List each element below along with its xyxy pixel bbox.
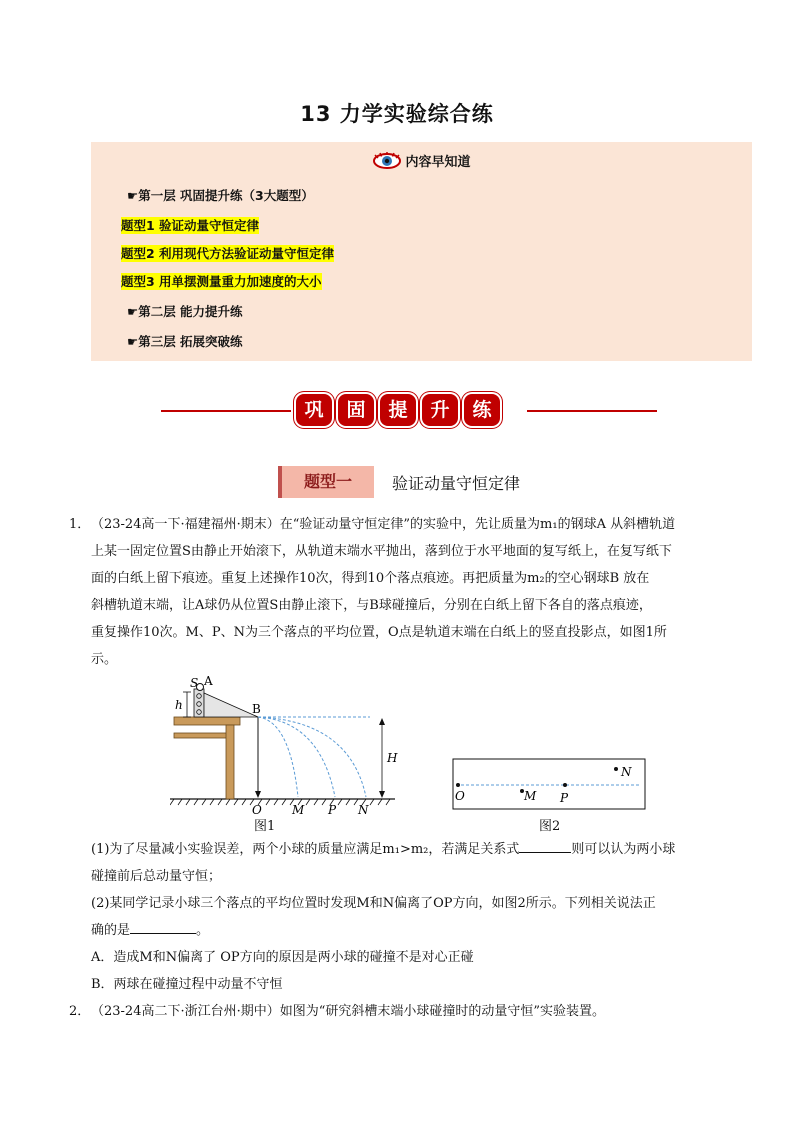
eye-icon bbox=[372, 152, 402, 174]
fig1-label-B: B bbox=[252, 702, 261, 716]
fig1-label-M: M bbox=[292, 803, 305, 817]
toc-type1[interactable]: 题型1 验证动量守恒定律 bbox=[121, 218, 260, 233]
fig1-label-A: A bbox=[204, 674, 213, 688]
toc-layer1[interactable]: ☛第一层 巩固提升练（3大题型） bbox=[127, 188, 314, 203]
figure-2-diagram bbox=[452, 758, 646, 810]
section-tag: 题型一 bbox=[278, 466, 374, 498]
toc-type3[interactable]: 题型3 用单摆测量重力加速度的大小 bbox=[121, 274, 322, 289]
q1-line: 重复操作10次。M、P、N为三个落点的平均位置，O点是轨道末端在白纸上的竖直投影点，如图1所 bbox=[91, 625, 667, 640]
question-1-text bbox=[91, 511, 716, 673]
answer-blank[interactable] bbox=[519, 839, 571, 853]
fig2-label-M: M bbox=[524, 789, 537, 803]
banner-chars bbox=[296, 394, 500, 426]
toc-heading-text: 内容早知道 bbox=[405, 155, 471, 170]
toc-layer3[interactable]: ☛第三层 拓展突破练 bbox=[127, 334, 243, 349]
fig1-label-P: P bbox=[328, 803, 337, 817]
question-number: 1． bbox=[69, 517, 91, 532]
question-number: 2． bbox=[69, 1004, 91, 1019]
question-1-subparts bbox=[91, 836, 716, 998]
q1-line: 面的白纸上留下痕迹。重复上述操作10次，得到10个落点痕迹。再把质量为m₂的空心钢球B 放在 bbox=[91, 571, 650, 586]
figure-1-diagram bbox=[170, 673, 402, 818]
toc-layer2[interactable]: ☛第二层 能力提升练 bbox=[127, 304, 243, 319]
toc-heading bbox=[91, 151, 752, 174]
q1-line: 示。 bbox=[91, 652, 118, 667]
fig1-label-S: S bbox=[190, 676, 199, 690]
banner-char: 提 bbox=[380, 394, 416, 426]
option-a[interactable]: A．造成M和N偏离了 OP方向的原因是两小球的碰撞不是对心正碰 bbox=[91, 950, 474, 965]
figure-1-caption: 图1 bbox=[254, 819, 276, 834]
fig2-label-N: N bbox=[621, 765, 632, 779]
banner-char: 巩 bbox=[296, 394, 332, 426]
toc-box bbox=[91, 142, 752, 361]
q1-line: 上某一固定位置S由静止开始滚下，从轨道末端水平抛出，落到位于水平地面的复写纸上，在复写纸下 bbox=[91, 544, 672, 559]
section-banner bbox=[161, 394, 657, 428]
fig2-label-P: P bbox=[560, 791, 569, 805]
section-name: 验证动量守恒定律 bbox=[392, 473, 521, 493]
fig2-label-O: O bbox=[455, 789, 465, 803]
fig1-label-H: H bbox=[387, 751, 398, 765]
sub2-line2: 确的是 。 bbox=[91, 917, 716, 944]
fig1-label-O: O bbox=[252, 803, 262, 817]
section-heading bbox=[278, 466, 520, 498]
answer-blank[interactable] bbox=[130, 920, 196, 934]
banner-rule-left bbox=[161, 410, 291, 412]
q1-line: （23-24高一下·福建福州·期末）在“验证动量守恒定律”的实验中，先让质量为m₁的钢球A 从斜槽轨道 bbox=[91, 517, 676, 532]
sub1-line: (1)为了尽量减小实验误差，两个小球的质量应满足m₁>m₂，若满足关系式 则可以认为两小球 bbox=[91, 836, 716, 863]
document-title: 13 力学实验综合练 bbox=[300, 102, 494, 126]
question-2-text: （23-24高二下·浙江台州·期中）如图为“研究斜槽末端小球碰撞时的动量守恒”实验装置。 bbox=[91, 1004, 606, 1019]
banner-rule-right bbox=[527, 410, 657, 412]
banner-char: 升 bbox=[422, 394, 458, 426]
banner-char: 练 bbox=[464, 394, 500, 426]
sub2-line: (2)某同学记录小球三个落点的平均位置时发现M和N偏离了OP方向，如图2所示。下列相关说法正 bbox=[91, 896, 656, 911]
fig1-label-h: h bbox=[175, 698, 183, 712]
q1-line: 斜槽轨道末端，让A球仍从位置S由静止滚下，与B球碰撞后，分别在白纸上留下各自的落点痕迹， bbox=[91, 598, 652, 613]
banner-char: 固 bbox=[338, 394, 374, 426]
figure-2-caption: 图2 bbox=[539, 819, 561, 834]
toc-type2[interactable]: 题型2 利用现代方法验证动量守恒定律 bbox=[121, 246, 335, 261]
sub1-line2: 碰撞前后总动量守恒； bbox=[91, 869, 222, 884]
option-b[interactable]: B．两球在碰撞过程中动量不守恒 bbox=[91, 977, 283, 992]
fig1-label-N: N bbox=[358, 803, 369, 817]
